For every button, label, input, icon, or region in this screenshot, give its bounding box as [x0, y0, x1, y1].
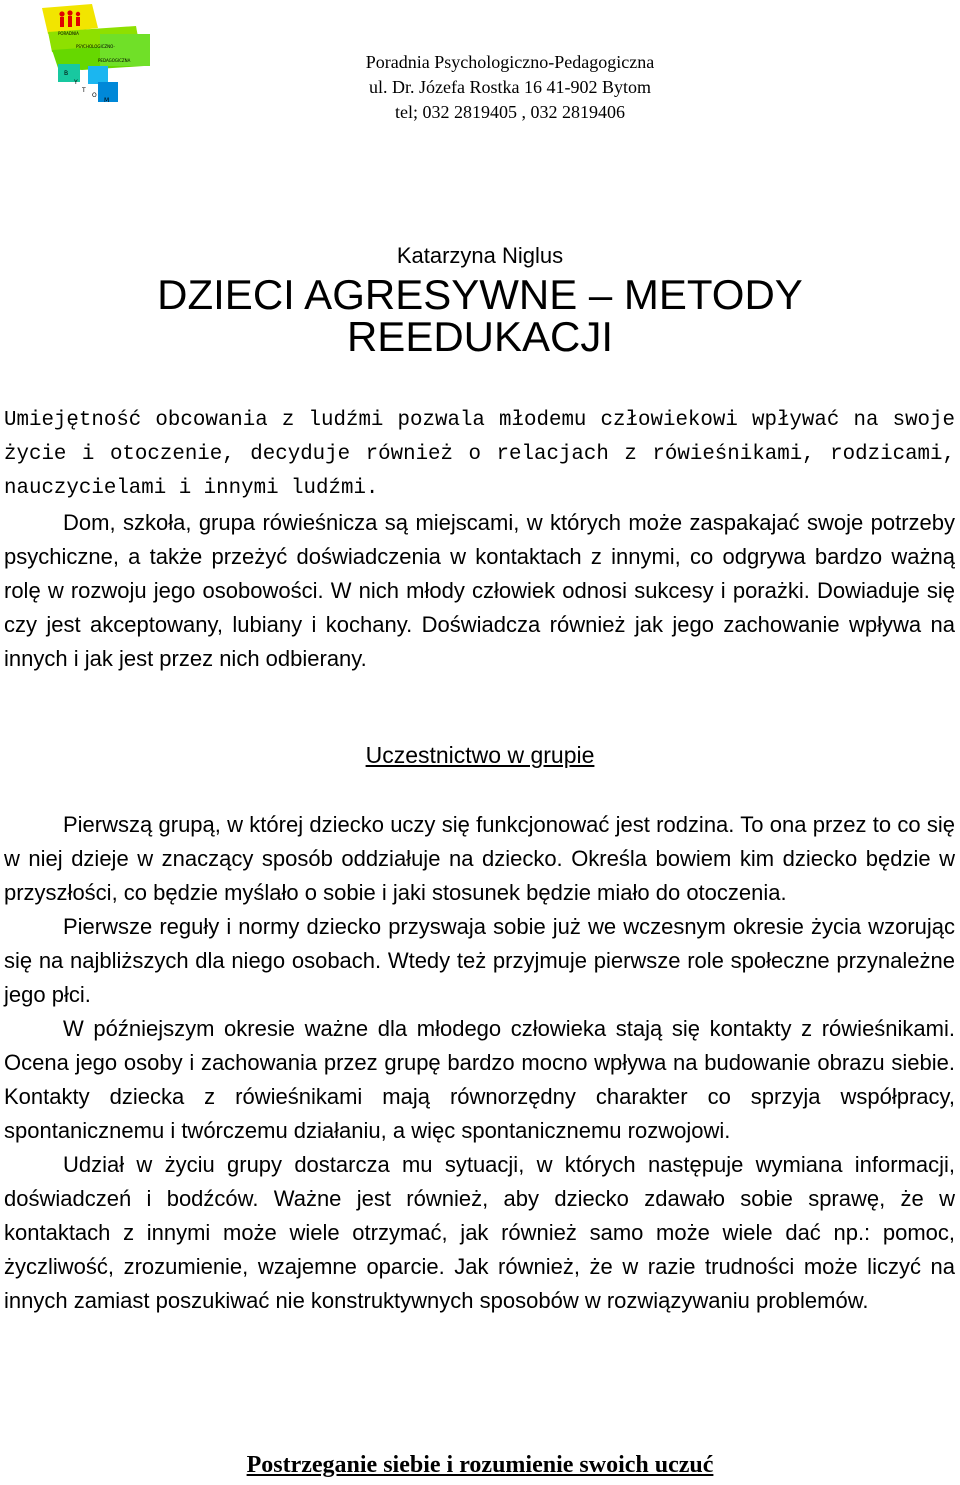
- section-paragraph: Udział w życiu grupy dostarcza mu sytuacji, w których następuje wymiana informacji, doświadczeń i bodźców. Ważne jest również, aby dziecko zdawało sobie sprawę, że w kontaktach z innymi może wiele otrzymać, jak również samo może wiele dać np.: pomoc, życzliwość, zrozumienie, wzajemne oparcie. Jak również, że w razie trudności może liczyć na innych zamiast poszukiwać nie konstruktywnych sposobów w rozwiązywaniu problemów.: [4, 1152, 955, 1313]
- organization-info: [300, 50, 720, 125]
- logo-letter-y: Y: [74, 79, 78, 86]
- document-title: [0, 271, 960, 360]
- section-group-body: [4, 808, 955, 1318]
- section-heading-self-perception: Postrzeganie siebie i rozumienie swoich uczuć: [246, 1452, 714, 1478]
- intro-paragraph: Umiejętność obcowania z ludźmi pozwala młodemu człowiekowi wpływać na swoje życie i otoczenie, decyduje również o relacjach z rówieśnikami, rodzicami, nauczycielami i innymi ludźmi.: [4, 409, 955, 500]
- section-paragraph: Pierwsze reguły i normy dziecko przyswaja sobie już we wczesnym okresie życia wzorując się na najbliższych dla niego osobach. Wtedy też przyjmuje pierwsze role społeczne przynależne jego płci.: [4, 914, 955, 1007]
- org-address: ul. Dr. Józefa Rostka 16 41-902 Bytom: [369, 77, 651, 97]
- logo-letter-m: M: [104, 97, 110, 104]
- section-paragraph: W późniejszym okresie ważne dla młodego człowieka stają się kontakty z rówieśnikami. Ocena jego osoby i zachowania przez grupę bardzo mocno wpływa na budowanie obrazu siebie. Kontakty dziecka z rówieśnikami mają równorzędny charakter co sprzyja współpracy, spontanicznemu i twórczemu działaniu, a więc spontanicznemu rozwojowi.: [4, 1016, 955, 1143]
- intro-block: [4, 404, 955, 676]
- second-paragraph: Dom, szkoła, grupa rówieśnicza są miejscami, w których może zaspakajać swoje potrzeby psychiczne, a także przeżyć doświadczenia w kontaktach z innymi, co odgrywa bardzo ważną rolę w rozwoju jego osobowości. W nich młody człowiek odnosi sukcesy i porażki. Dowiaduje się czy jest akceptowany, lubiany i kochany. Doświadcza również jak jego zachowanie wpływa na innych i jak jest przez nich odbierany.: [4, 510, 955, 671]
- poradnia-logo: [40, 4, 160, 108]
- logo-letter-b: B: [64, 70, 69, 77]
- org-phone: tel; 032 2819405 , 032 2819406: [395, 102, 625, 122]
- logo-text-2: PSYCHOLOGICZNO-: [76, 44, 115, 49]
- org-name: Poradnia Psychologiczno-Pedagogiczna: [365, 52, 655, 72]
- section-heading-group: Uczestnictwo w grupie: [365, 742, 595, 768]
- logo-letter-t: T: [82, 87, 86, 94]
- title-line-2: REEDUKACJI: [346, 313, 614, 360]
- logo-text-3: PEDAGOGICZNA: [98, 58, 131, 63]
- title-line-1: DZIECI AGRESYWNE – METODY: [157, 271, 803, 318]
- logo-letter-o: O: [92, 92, 97, 99]
- logo-text-1: PORADNIA: [58, 31, 79, 36]
- author-name: Katarzyna Niglus: [396, 243, 564, 268]
- section-paragraph: Pierwszą grupą, w której dziecko uczy się funkcjonować jest rodzina. To ona przez to co się w niej dzieje w znaczący sposób oddziałuje na dziecko. Określa bowiem kim dziecko będzie w przyszłości, co będzie myślało o sobie i jaki stosunek będzie miało do otoczenia.: [4, 812, 955, 905]
